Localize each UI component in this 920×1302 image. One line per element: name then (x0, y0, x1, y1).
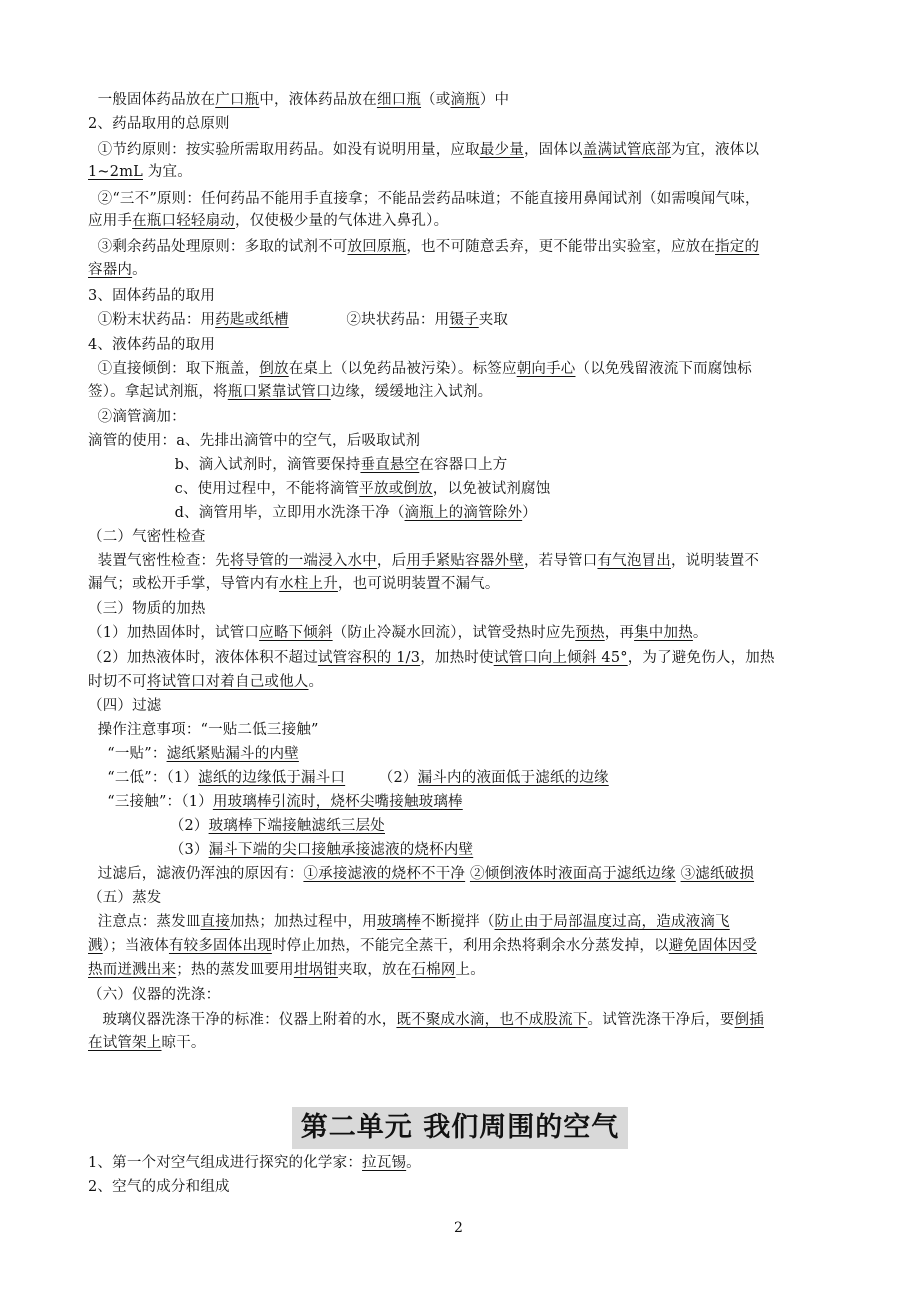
underlined-answer: 预热 (575, 625, 605, 641)
text-segment: 。试管洗涤干净后，要 (587, 1012, 735, 1028)
underlined-answer: 将导管的一端浸入水中 (229, 553, 377, 569)
text-segment: 时切不可 (88, 674, 147, 690)
text-segment: ③剩余药品处理原则：多取的试剂不可 (88, 239, 348, 255)
underlined-answer: 广口瓶 (215, 92, 260, 108)
underlined-answer: 玻璃棒下端接触滤纸三层处 (208, 818, 385, 834)
text-segment: c、使用过程中，不能将滴管 (88, 481, 360, 497)
text-segment: ，加热时使 (420, 650, 494, 666)
text-segment: 。 (308, 674, 324, 690)
underlined-answer: 放回原瓶 (347, 239, 407, 255)
text-line (88, 335, 215, 355)
underlined-answer: 溅 (88, 938, 103, 954)
text-line (88, 574, 500, 594)
text-segment: “一贴”： (88, 746, 167, 762)
underlined-answer: 滤纸紧贴漏斗的内壁 (166, 746, 299, 762)
text-segment: ；热的蒸发皿要用 (176, 962, 294, 978)
text-segment: ①粉末状药品：用 (88, 312, 216, 328)
underlined-answer: 拉瓦锡 (362, 1155, 407, 1171)
text-line (88, 431, 420, 451)
underlined-answer: 避免固体因受 (668, 938, 757, 954)
text-segment: 应用手 (88, 213, 133, 229)
text-segment: ，固体以 (523, 142, 583, 158)
text-segment: 1、第一个对空气组成进行探究的化学家： (88, 1155, 363, 1171)
text-line (88, 286, 215, 306)
underlined-answer: 垂直悬空 (360, 457, 420, 473)
text-segment: （二）气密性检查 (88, 529, 206, 545)
text-segment: （防止冷凝水回流），试管受热时应先 (332, 625, 576, 641)
underlined-answer: 细口瓶 (376, 92, 422, 108)
underlined-answer: 漏斗内的液面低于滤纸的边缘 (417, 770, 609, 786)
text-segment: “二低”：（1） (88, 770, 199, 786)
text-segment: ，说明装置不 (670, 553, 760, 569)
underlined-answer: 应略下倾斜 (259, 625, 333, 641)
underlined-answer: ③滤纸破损 (680, 866, 755, 882)
text-segment: 2、空气的成分和组成 (88, 1179, 230, 1195)
underlined-answer: 玻璃棒 (376, 914, 422, 930)
text-segment: ，也不可随意丢弃，更不能带出实验室，应放在 (406, 239, 716, 255)
text-line (88, 768, 609, 788)
unit-title: 第二单元 我们周围的空气 (292, 1107, 628, 1149)
text-segment: 不断搅拌（ (421, 914, 495, 930)
underlined-answer: 1~2mL (88, 164, 143, 180)
text-segment: 边缘，缓缓地注入试剂。 (330, 384, 493, 400)
text-segment: 4、液体药品的取用 (88, 337, 216, 353)
underlined-answer: 试管口向上倾斜 45° (493, 650, 628, 666)
underlined-answer: 用玻璃棒引流时，烧杯尖嘴接触玻璃棒 (212, 794, 463, 810)
underlined-answer: 直接 (200, 914, 230, 930)
text-line (88, 1153, 421, 1173)
underlined-answer: ①承接滤液的烧杯不干净 (303, 866, 466, 882)
text-segment: 在桌上（以免药品被污染）。标签应 (288, 361, 517, 377)
text-line (88, 1177, 230, 1197)
text-segment: 夹取 (478, 312, 509, 328)
text-segment: 过滤后，滤液仍浑浊的原因有： (88, 866, 304, 882)
underlined-answer: 盖满试管底部 (582, 142, 671, 158)
text-line (88, 382, 492, 402)
text-line (88, 140, 759, 160)
text-segment: 加热；加热过程中，用 (229, 914, 377, 930)
text-segment: （或 (421, 92, 451, 108)
text-line (88, 407, 186, 427)
text-line (88, 744, 299, 764)
text-line (88, 1033, 206, 1053)
text-segment: 3、固体药品的取用 (88, 288, 216, 304)
underlined-answer: 朝向手心 (516, 361, 576, 377)
underlined-answer: 坩埚钳 (293, 962, 338, 978)
text-segment: ①直接倾倒：取下瓶盖， (88, 361, 260, 377)
text-segment: 2、药品取用的总原则 (88, 116, 230, 132)
text-segment: 上。 (455, 962, 485, 978)
text-segment: （以免残留液流下而腐蚀标 (575, 361, 752, 377)
text-segment: 在容器口上方 (419, 457, 508, 473)
text-line (88, 623, 708, 643)
text-segment: ，为了避免伤人，加热 (627, 650, 775, 666)
text-line (88, 840, 473, 860)
text-line (88, 479, 550, 499)
underlined-answer: 滴瓶 (450, 92, 480, 108)
underlined-answer: 在试管架上 (88, 1035, 162, 1051)
text-segment: 夹取，放在 (337, 962, 412, 978)
text-segment: 玻璃仪器洗涤干净的标准：仪器上附着的水， (88, 1012, 397, 1028)
text-line (88, 310, 508, 330)
underlined-answer: 既不聚成水滴，也不成股流下 (396, 1012, 588, 1028)
text-line (88, 503, 537, 523)
text-segment: 装置气密性检查：先 (88, 553, 230, 569)
text-segment: ） (522, 505, 537, 521)
text-segment: 晾干。 (161, 1035, 206, 1051)
text-line (88, 551, 759, 571)
text-segment: 中，液体药品放在 (259, 92, 377, 108)
text-line (88, 816, 385, 836)
text-segment: （2） (88, 818, 209, 834)
text-line (88, 888, 162, 908)
underlined-answer: 倒放 (259, 361, 289, 377)
underlined-answer: 滤纸的边缘低于漏斗口 (198, 770, 346, 786)
text-line (88, 720, 319, 740)
text-line (88, 527, 206, 547)
text-line (88, 912, 730, 932)
text-segment: “三接触”：（1） (88, 794, 213, 810)
text-line (88, 1010, 764, 1030)
text-segment: d、滴管用毕，立即用水洗涤干净（ (88, 505, 405, 521)
text-line (88, 696, 162, 716)
text-segment: 一般固体药品放在 (88, 92, 216, 108)
text-segment: （1）加热固体时，试管口 (88, 625, 260, 641)
underlined-answer: 倒插 (734, 1012, 764, 1028)
text-line (88, 260, 147, 280)
text-segment: ②滴管滴加： (88, 409, 186, 425)
text-line (88, 162, 192, 182)
text-line (88, 455, 507, 475)
underlined-answer: 滴瓶上的滴管除外 (404, 505, 523, 521)
underlined-answer: 瓶口紧靠试管口 (227, 384, 331, 400)
text-segment: （五）蒸发 (88, 890, 162, 906)
underlined-answer: 漏斗下端的尖口接触承接滤液的烧杯内壁 (208, 842, 474, 858)
text-segment: （三）物质的加热 (88, 601, 206, 617)
text-line (88, 960, 485, 980)
text-segment: （2） (345, 770, 418, 786)
underlined-answer: 集中加热 (634, 625, 693, 641)
text-segment: 。 (132, 262, 147, 278)
text-segment: ，若导管口 (523, 553, 598, 569)
text-segment: 时停止加热，不能完全蒸干，利用余热将剩余水分蒸发掉，以 (271, 938, 669, 954)
text-segment: ①节约原则：按实验所需取用药品。如没有说明用量，应取 (88, 142, 480, 158)
text-line (88, 359, 752, 379)
underlined-answer: 最少量 (479, 142, 524, 158)
underlined-answer: 有气泡冒出 (597, 553, 671, 569)
underlined-answer: 热而迸溅出来 (88, 962, 177, 978)
text-segment: ）中 (479, 92, 510, 108)
underlined-answer: 在瓶口轻轻扇动 (132, 213, 236, 229)
text-segment: （3） (88, 842, 209, 858)
text-segment: （2）加热液体时，液体体积不超过 (88, 650, 318, 666)
underlined-answer: 用手紧贴容器外壁 (406, 553, 524, 569)
text-segment: 。 (692, 625, 708, 641)
underlined-answer: 石棉网 (411, 962, 456, 978)
text-segment: ②块状药品：用 (288, 312, 450, 328)
text-segment: ②“三不”原则：任何药品不能用手直接拿；不能品尝药品味道；不能直接用鼻闻试剂（如需嗅闻气味， (88, 191, 760, 207)
text-line (88, 114, 230, 134)
text-line (88, 792, 463, 812)
text-segment: 为宜，液体以 (670, 142, 760, 158)
underlined-answer: 试管容积的 1/3 (317, 650, 421, 666)
page-number: 2 (454, 1220, 463, 1236)
text-segment: b、滴入试剂时，滴管要保持 (88, 457, 361, 473)
text-segment: ，仅使极少量的气体进入鼻孔）。 (235, 213, 449, 229)
underlined-answer: 指定的 (715, 239, 760, 255)
underlined-answer: 有较多固体出现 (168, 938, 272, 954)
text-segment: 。 (406, 1155, 421, 1171)
text-segment: 注意点：蒸发皿 (88, 914, 201, 930)
text-segment: 为宜。 (142, 164, 192, 180)
text-segment: （六）仪器的洗涤： (88, 987, 221, 1003)
text-line (88, 985, 220, 1005)
text-line (88, 237, 759, 257)
text-line (88, 189, 760, 209)
text-segment: ，后 (376, 553, 407, 569)
text-segment: （四）过滤 (88, 698, 162, 714)
underlined-answer: 容器内 (88, 262, 133, 278)
underlined-answer: ②倾倒液体时液面高于滤纸边缘 (469, 866, 676, 882)
text-segment: ）；当液体 (102, 938, 169, 954)
text-segment: ，再 (604, 625, 635, 641)
text-segment: 操作注意事项：“一贴二低三接触” (88, 722, 319, 738)
underlined-answer: 药匙或纸槽 (215, 312, 289, 328)
text-segment: 滴管的使用：a、先排出滴管中的空气，后吸取试剂 (88, 433, 421, 449)
text-line (88, 864, 754, 884)
underlined-answer: 镊子 (449, 312, 479, 328)
text-line (88, 599, 206, 619)
text-line (88, 90, 509, 110)
text-line (88, 648, 775, 668)
text-segment: ，也可说明装置不漏气。 (337, 576, 500, 592)
text-segment: 签）。拿起试剂瓶，将 (88, 384, 228, 400)
text-segment: ，以免被试剂腐蚀 (432, 481, 551, 497)
text-line (88, 672, 323, 692)
underlined-answer: 水柱上升 (279, 576, 338, 592)
text-line (88, 211, 448, 231)
underlined-answer: 防止由于局部温度过高，造成液滴飞 (494, 914, 730, 930)
underlined-answer: 将试管口对着自己或他人 (146, 674, 309, 690)
text-segment: 漏气；或松开手掌，导管内有 (88, 576, 280, 592)
underlined-answer: 平放或倒放 (359, 481, 433, 497)
text-line (88, 936, 757, 956)
